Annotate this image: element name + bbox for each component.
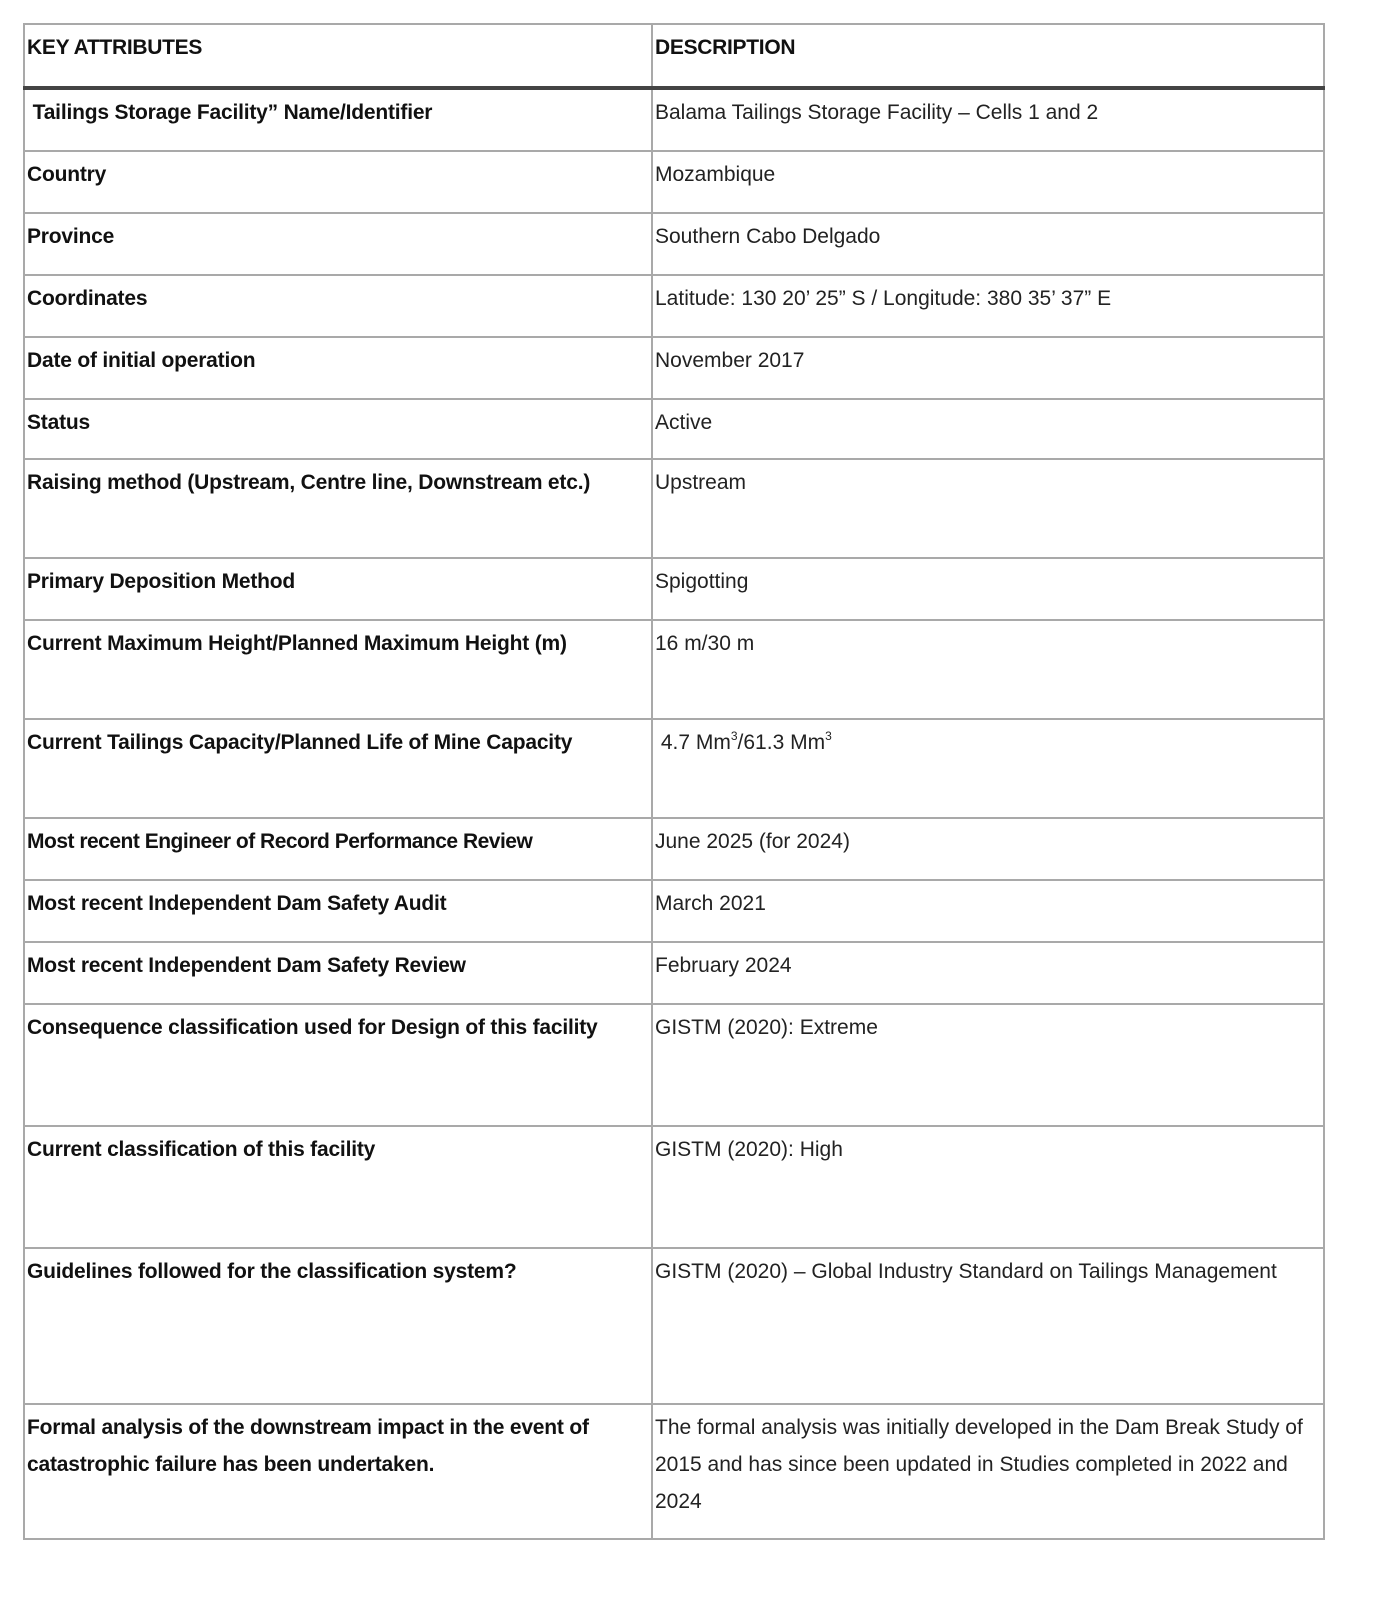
row-value: Spigotting xyxy=(652,558,1324,620)
row-key: Most recent Engineer of Record Performance Review xyxy=(24,818,652,880)
table-row xyxy=(24,942,1324,1004)
table-row xyxy=(24,1004,1324,1126)
key-attributes-table xyxy=(23,23,1325,1540)
row-value: Southern Cabo Delgado xyxy=(652,213,1324,275)
row-key: Consequence classification used for Design of this facility xyxy=(24,1004,652,1126)
table-row xyxy=(24,818,1324,880)
row-key: Status xyxy=(24,399,652,459)
row-value: Mozambique xyxy=(652,151,1324,213)
row-value: 16 m/30 m xyxy=(652,620,1324,719)
table-row xyxy=(24,620,1324,719)
row-value: November 2017 xyxy=(652,337,1324,399)
row-key: Guidelines followed for the classification system? xyxy=(24,1248,652,1404)
table-row xyxy=(24,1248,1324,1404)
table-header-row xyxy=(24,24,1324,88)
header-key-attributes: KEY ATTRIBUTES xyxy=(24,24,652,88)
table-row xyxy=(24,880,1324,942)
capacity-planned: /61.3 Mm xyxy=(737,731,826,754)
row-key: Tailings Storage Facility” Name/Identifier xyxy=(24,88,652,151)
row-value: The formal analysis was initially developed in the Dam Break Study of 2015 and has since been updated in Studies completed in 2022 and 2024 xyxy=(652,1404,1324,1539)
table-row xyxy=(24,1126,1324,1248)
row-key: Most recent Independent Dam Safety Review xyxy=(24,942,652,1004)
row-key: Coordinates xyxy=(24,275,652,337)
row-value: Balama Tailings Storage Facility – Cells 1 and 2 xyxy=(652,88,1324,151)
row-key: Current Maximum Height/Planned Maximum Height (m) xyxy=(24,620,652,719)
row-key: Primary Deposition Method xyxy=(24,558,652,620)
row-key: Formal analysis of the downstream impact in the event of catastrophic failure has been undertaken. xyxy=(24,1404,652,1539)
row-key: Province xyxy=(24,213,652,275)
table-row xyxy=(24,558,1324,620)
row-value: GISTM (2020): Extreme xyxy=(652,1004,1324,1126)
row-value xyxy=(652,719,1324,818)
row-value: March 2021 xyxy=(652,880,1324,942)
row-key: Current Tailings Capacity/Planned Life of Mine Capacity xyxy=(24,719,652,818)
row-value: Latitude: 130 20’ 25” S / Longitude: 380 35’ 37” E xyxy=(652,275,1324,337)
table-row xyxy=(24,275,1324,337)
table-row xyxy=(24,1404,1324,1539)
row-key: Country xyxy=(24,151,652,213)
row-key: Current classification of this facility xyxy=(24,1126,652,1248)
row-key: Raising method (Upstream, Centre line, Downstream etc.) xyxy=(24,459,652,558)
row-value: GISTM (2020): High xyxy=(652,1126,1324,1248)
row-key: Most recent Independent Dam Safety Audit xyxy=(24,880,652,942)
row-value: Active xyxy=(652,399,1324,459)
row-key: Date of initial operation xyxy=(24,337,652,399)
table-row xyxy=(24,337,1324,399)
header-description: DESCRIPTION xyxy=(652,24,1324,88)
table-row xyxy=(24,88,1324,151)
table-row xyxy=(24,719,1324,818)
row-value: February 2024 xyxy=(652,942,1324,1004)
row-value: June 2025 (for 2024) xyxy=(652,818,1324,880)
table-row xyxy=(24,459,1324,558)
capacity-current: 4.7 Mm xyxy=(655,731,731,754)
row-value: GISTM (2020) – Global Industry Standard on Tailings Management xyxy=(652,1248,1324,1404)
table-row xyxy=(24,151,1324,213)
table-row xyxy=(24,213,1324,275)
table-row xyxy=(24,399,1324,459)
cubic-superscript: 3 xyxy=(730,729,738,743)
row-value: Upstream xyxy=(652,459,1324,558)
cubic-superscript: 3 xyxy=(825,729,832,743)
